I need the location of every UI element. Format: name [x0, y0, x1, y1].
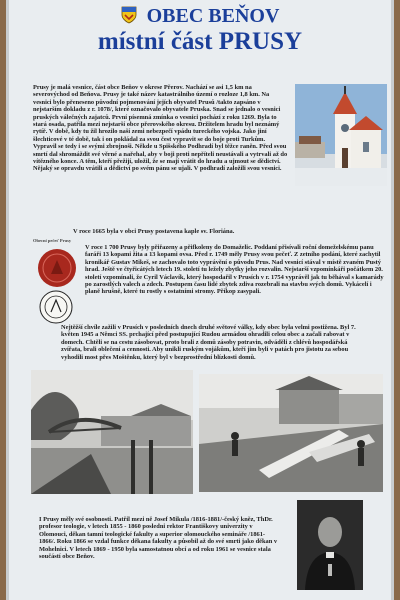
war-text: Nejtěžší chvíle zažili v Prusích v posledních dnech druhé světové války, kdy obec byla velmi postižena. Byl 7. květen 1945 a Němci SS. prchající před postupující Rudou armádou ohradili celou obec a začali rabovat v domech. Chtěli se na cestu zásobovat, proto brali z domů zásoby potravin, odváděli z chlévů hospodářská zvířata, brali oblečení a cennosti. Aby unikli ruským vojákům, kteří jim byli v patách pro jistotu za sebou vyhodili most přes Moštěnku, který byl v bezprostřední blízkosti domů.: [61, 324, 356, 361]
stamp-drawing-image: [39, 290, 73, 324]
board-header: [9, 4, 391, 56]
history-text: V roce 1 700 Prusy byly přiřazeny a přifkoleny do Domaželic. Poddaní přisívali roční domeželskému panu faráři 13 kopami žita a 13 kopami ovsa. Před r. 1749 měly Prusy svou pečeť. Z zetního podání, které zachytil kronikář Gustav Mikeš, se zachovalo toto vyprávění o původu Prus. Nad vesnicí stával v místě zvaném Pustý hrad. Ještě ve čtyřicátých letech 19. století tu ležely zbytky jeho rozvalin. Nejstarší vzpomínkáři počátkem 20. století vzpomínali, že Cyril Václavík, který hospodařil v Prusích v r. 1754 vyprávěl jak tu běhával s kamarády po zarostlých valech a zdech. Postupem času lidé zbytek zdiva rozebrali na stavbu svých domů. Vykácelí i planě hrušně, které tu rostly s ostatními stromy. Příkop zasypali.: [85, 244, 384, 296]
page-title-part: místní část PRUSY: [97, 28, 303, 55]
seal-caption: Obecní pečeť Prusy: [33, 238, 72, 243]
red-seal-image: [37, 248, 77, 288]
page-title-village: OBEC BEŇOV: [146, 5, 280, 27]
intro-text: Prusy je malá vesnice, část obce Beňov v okrese Přerov. Nachází se asi 1,5 km na severovýchod od Beňova. Prusy je také název katastrálního území o rozloze 1,8 km. Na vesnici bylo přeneseno původní pojmenování jejích obyvatel Prusů /takto zapsáno v nejstarším dokladu z r. 1078/, které označovalo obyvatele Pruska. Snad se jednalo o vesnici pruských válečných zajatců. První písemná zmínka o vesnici pochází z roku 1269. Byla to stará osada, patřila mezi nejstarší obce přerovského okresu. Držitelem hradu byl neznámý rytíř. V době, kdy tu žil hrozilo naší zemi nebezpečí vpádu tureckého vojska. Jako jiní šlechticové v té době, tak i on pokládal za svou čest vypravit se do boje proti Turkům. Vypravil se tedy i se svými zbrojnoši. Někde u Spišského Podhradí byl těžce raněn. Před svou smrtí dal shromáždit své věrné a nařehal, aby v boji proti nepříteli neustávali a vytrvali až do vítězného konce. A těm, kteří přežijí, uložil, že se mají vrátit do hradu a ujmout se dědictví. Nějaký se opravdu vrátili a dědictví po svém pánu se ujali. V podhradí založili svou vesnici.: [33, 84, 288, 173]
info-board: [6, 0, 394, 600]
bridge-photo: [31, 370, 193, 494]
chapel-text: V roce 1665 byla v obci Prusy postavena kaple sv. Floriána.: [73, 228, 235, 235]
coat-of-arms-icon: [121, 6, 137, 24]
chapel-photo: [295, 84, 387, 186]
destroyed-bridge-photo: [199, 374, 383, 492]
portrait-photo: [297, 500, 363, 590]
personalities-text: I Prusy měly své osobnosti. Patřil mezi ně Josef Mikula /1816-1881/-český kněz, ThDr. profesor teologie, v letech 1855 - 1860 posledni rektor Františkovy univerzity v Olomouci, děkan tamní teologické fakulty a superior olomouckého semináře /1861-1866/. Roku 1866 se vzdal funkce děkana fakulty a působil až do své smrti jako děkan v Mohelnici. V letech 1869 - 1950 byla samostatnou obcí a od roku 1961 se vesnice stala součástí obce Beňov.: [39, 516, 278, 561]
